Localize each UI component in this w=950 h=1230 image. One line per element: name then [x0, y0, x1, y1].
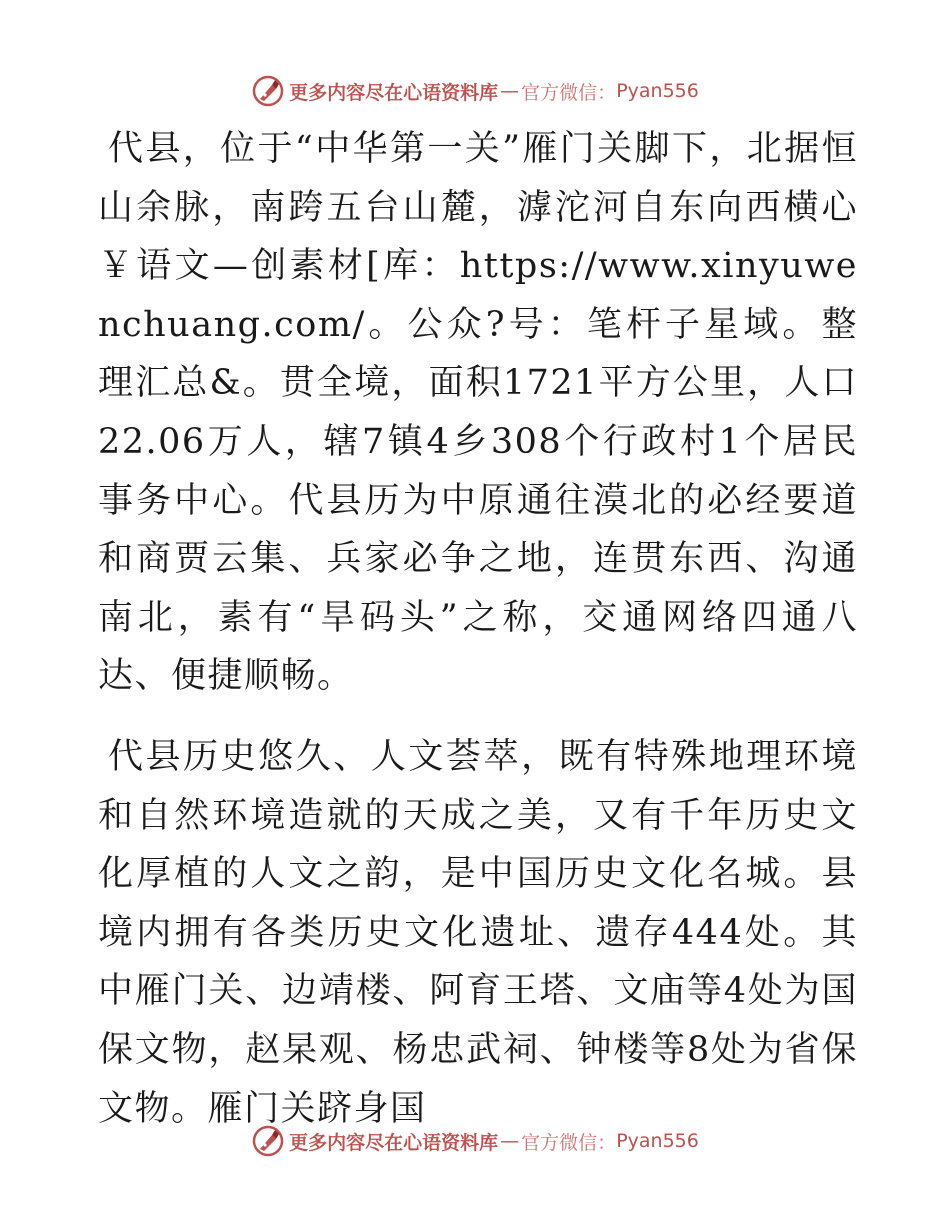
header-watermark — [0, 71, 950, 111]
paragraph-1: 代县，位于“中华第一关”雁门关脚下，北据恒山余脉，南跨五台山麓，滹沱河自东向西横心￥语文—创素材[库：https://www.xinyuwenchuang.com/。公众?号：笔杆子星域。整理汇总&。贯全境，面积1721平方公里，人口22.06万人，辖7镇4乡308个行政村1个居民事务中心。代县历为中原通往漠北的必经要道和商贾云集、兵家必争之地，连贯东西、沟通南北，素有“旱码头”之称，交通网络四通八达、便捷顺畅。 — [98, 129, 858, 697]
pen-nib-circle-icon — [251, 74, 285, 108]
footer-watermark — [0, 1121, 950, 1161]
watermark-main-text: 更多内容尽在心语资料库 — [289, 81, 499, 104]
watermark-wechat-id: Pyan556 — [616, 1130, 699, 1152]
watermark-official-text: 官方微信： — [521, 81, 617, 104]
watermark-official-text: 官方微信： — [521, 1131, 617, 1154]
watermark-dash: — — [500, 1130, 520, 1152]
document-body — [98, 120, 858, 1138]
pen-nib-circle-icon — [251, 1124, 285, 1158]
watermark-wechat-id: Pyan556 — [616, 80, 699, 102]
paragraph-2: 代县历史悠久、人文荟萃，既有特殊地理环境和自然环境造就的天成之美，又有千年历史文化厚植的人文之韵，是中国历史文化名城。县境内拥有各类历史文化遗址、遗存444处。其中雁门关、边靖楼、阿育王塔、文庙等4处为国保文物，赵杲观、杨忠武祠、钟楼等8处为省保文物。雁门关跻身国 — [98, 736, 858, 1129]
watermark-dash: — — [500, 80, 520, 102]
watermark-main-text: 更多内容尽在心语资料库 — [289, 1131, 499, 1154]
